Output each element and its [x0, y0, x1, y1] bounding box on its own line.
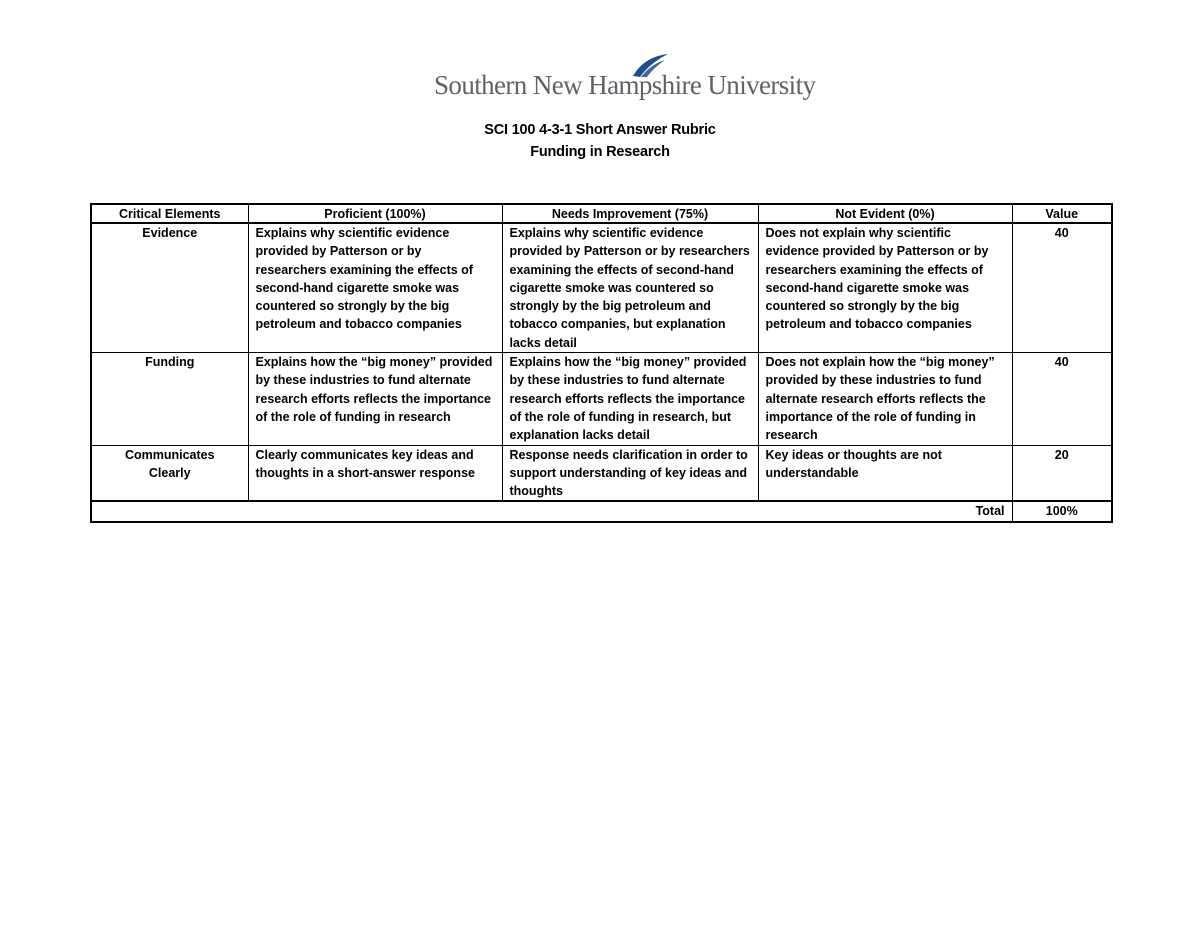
value-cell: 40 — [1012, 353, 1112, 445]
page-title: SCI 100 4-3-1 Short Answer Rubric — [484, 122, 716, 138]
column-header: Proficient (100%) — [248, 204, 502, 223]
total-value: 100% — [1012, 501, 1112, 521]
total-label: Total — [91, 501, 1012, 521]
total-row — [91, 501, 1112, 521]
needs-improvement-cell: Explains why scientific evidence provided by Patterson or by researchers examining the effects of second-hand cigarette smoke was countered so strongly by the big petroleum and tobacco companies, but explanation lacks detail — [502, 223, 758, 353]
table-header-row — [91, 204, 1112, 223]
logo-text: Southern New Hampshire University — [434, 70, 816, 100]
critical-element-cell: Communicates Clearly — [91, 445, 248, 501]
column-header: Critical Elements — [91, 204, 248, 223]
proficient-cell: Clearly communicates key ideas and thoughts in a short-answer response — [248, 445, 502, 501]
value-cell: 20 — [1012, 445, 1112, 501]
proficient-cell: Explains why scientific evidence provided by Patterson or by researchers examining the effects of second-hand cigarette smoke was countered so strongly by the big petroleum and tobacco companies — [248, 223, 502, 353]
column-header: Needs Improvement (75%) — [502, 204, 758, 223]
table-row — [91, 445, 1112, 501]
not-evident-cell: Does not explain why scientific evidence provided by Patterson or by researchers examining the effects of second-hand cigarette smoke was countered so strongly by the big petroleum and tobacco companies — [758, 223, 1012, 353]
university-logo — [434, 52, 816, 108]
needs-improvement-cell: Explains how the “big money” provided by these industries to fund alternate research efforts reflects the importance of the role of funding in research, but explanation lacks detail — [502, 353, 758, 445]
critical-element-cell: Funding — [91, 353, 248, 445]
rubric-table — [90, 203, 1113, 523]
table-row — [91, 223, 1112, 353]
needs-improvement-cell: Response needs clarification in order to support understanding of key ideas and thoughts — [502, 445, 758, 501]
not-evident-cell: Key ideas or thoughts are not understandable — [758, 445, 1012, 501]
page-subtitle: Funding in Research — [530, 144, 670, 160]
table-row — [91, 353, 1112, 445]
value-cell: 40 — [1012, 223, 1112, 353]
swoosh-icon — [631, 52, 671, 78]
proficient-cell: Explains how the “big money” provided by these industries to fund alternate research efforts reflects the importance of the role of funding in research — [248, 353, 502, 445]
critical-element-cell: Evidence — [91, 223, 248, 353]
column-header: Value — [1012, 204, 1112, 223]
not-evident-cell: Does not explain how the “big money” provided by these industries to fund alternate research efforts reflects the importance of the role of funding in research — [758, 353, 1012, 445]
column-header: Not Evident (0%) — [758, 204, 1012, 223]
